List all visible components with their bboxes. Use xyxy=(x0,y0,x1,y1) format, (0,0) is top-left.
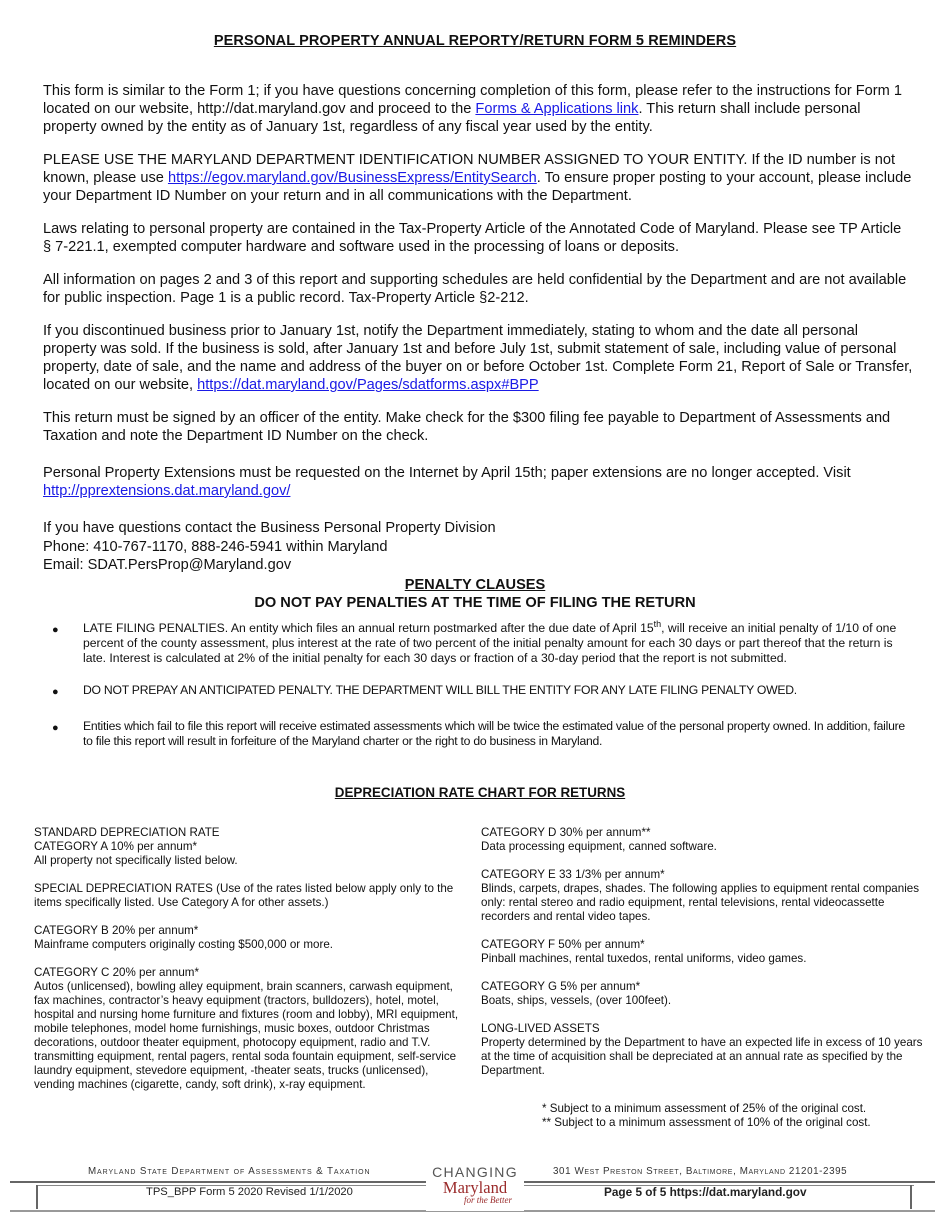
category-a-description: All property not specifically listed below. xyxy=(34,854,238,867)
changing-maryland-logo xyxy=(426,1165,524,1211)
intro-paragraph-form1 xyxy=(43,82,913,136)
depreciation-right-column xyxy=(481,826,926,1092)
note-single-asterisk: * Subject to a minimum assessment of 25% of the original cost. xyxy=(542,1102,867,1115)
category-g-description: Boats, ships, vessels, (over 100feet). xyxy=(481,994,672,1007)
no-prepay-text: DO NOT PREPAY AN ANTICIPATED PENALTY. THE DEPARTMENT WILL BILL THE ENTITY FOR ANY LATE FILING PENALTY OWED. xyxy=(83,683,797,697)
category-f-block xyxy=(481,938,926,966)
category-e-heading: CATEGORY E 33 1/3% per annum* xyxy=(481,868,665,881)
intro-paragraph-discontinued xyxy=(43,322,913,394)
intro-p1-text-a: This form is similar to the Form 1; if you have questions concerning completion of this form, please refer to the instructions for Form 1 located on our website, http://dat.maryland.gov and proceed to the xyxy=(43,83,902,117)
category-a-block xyxy=(34,826,470,868)
contact-block xyxy=(43,519,913,575)
footer-department: Maryland State Department of Assessments & Taxation xyxy=(88,1166,371,1177)
late-filing-text-a: LATE FILING PENALTIES. An entity which files an annual return postmarked after the due date of April 15 xyxy=(83,621,654,635)
long-lived-heading: LONG-LIVED ASSETS xyxy=(481,1022,600,1035)
list-item xyxy=(52,621,912,666)
penalty-heading xyxy=(0,576,950,612)
category-g-block xyxy=(481,980,926,1008)
assessment-notes xyxy=(542,1102,871,1130)
long-lived-block xyxy=(481,1022,926,1078)
intro-p1-text-b: . This return shall include personal property owned by the entity as of January 1st, regardless of any fiscal year used by the entity. xyxy=(43,101,861,135)
intro-p2-text-b: . To ensure proper posting to your account, please include your Department ID Number on your return and in all communications with the Department. xyxy=(43,170,912,204)
sdat-forms-link[interactable]: https://dat.maryland.gov/Pages/sdatforms.aspx#BPP xyxy=(197,377,539,393)
category-f-description: Pinball machines, rental tuxedos, rental uniforms, video games. xyxy=(481,952,807,965)
category-d-block xyxy=(481,826,926,854)
category-b-heading: CATEGORY B 20% per annum* xyxy=(34,924,199,937)
long-lived-description: Property determined by the Department to have an expected life in excess of 10 years at the time of acquisition shall be depreciated at an annual rate as specified by the Department. xyxy=(481,1036,923,1077)
bullet-icon: ● xyxy=(52,624,59,636)
late-filing-text-b: , will receive an initial penalty of 1/10 of one percent of the county assessment, plus interest at the rate of two percent of the initial penalty amount for each 30 days or part thereof that the return is late. Interest is calculated at 2% of the initial penalty for each 30 days or fraction of a 30-day period that the report is not submitted. xyxy=(83,621,897,665)
category-d-heading: CATEGORY D 30% per annum** xyxy=(481,826,651,839)
contact-line-email: Email: SDAT.PersProp@Maryland.gov xyxy=(43,557,292,573)
page-title: PERSONAL PROPERTY ANNUAL REPORTY/RETURN FORM 5 REMINDERS xyxy=(213,33,737,49)
intro-p7-text: Personal Property Extensions must be requested on the Internet by April 15th; paper extensions are no longer accepted. Visit xyxy=(43,465,851,481)
footer-page-info: Page 5 of 5 https://dat.maryland.gov xyxy=(604,1185,807,1199)
category-c-block xyxy=(34,966,470,1092)
footer-address: 301 West Preston Street, Baltimore, Maryland 21201-2395 xyxy=(553,1166,848,1177)
logo-tagline: for the Better xyxy=(464,1195,512,1205)
estimated-assessment-text: Entities which fail to file this report will receive estimated assessments which will be twice the estimated value of the personal property owned. In addition, failure to file this report will result in forfeiture of the Maryland charter or the right to do business in Maryland. xyxy=(83,719,905,748)
intro-p5-text: If you discontinued business prior to January 1st, notify the Department immediately, stating to whom and the date all personal property was sold. If the business is sold, after January 1st and before July 1st, submit statement of sale, including value of personal property, date of sale, and the name and address of the buyer on or before October 1st. Complete Form 21, Report of Sale or Transfer, located on our website, xyxy=(43,323,913,393)
list-item xyxy=(52,719,912,749)
page-footer xyxy=(0,1162,950,1230)
intro-paragraph-extensions xyxy=(43,464,913,500)
footer-divider xyxy=(36,1185,38,1209)
intro-section xyxy=(43,82,913,575)
penalty-clauses-title: PENALTY CLAUSES xyxy=(404,577,546,593)
entity-search-link[interactable]: https://egov.maryland.gov/BusinessExpress/EntitySearch xyxy=(167,170,537,186)
standard-rate-heading: STANDARD DEPRECIATION RATE xyxy=(34,826,220,839)
category-d-description: Data processing equipment, canned software. xyxy=(481,840,717,853)
intro-p2-text-a: PLEASE USE THE MARYLAND DEPARTMENT IDENTIFICATION NUMBER ASSIGNED TO YOUR ENTITY. If the ID number is not known, please use xyxy=(43,152,896,186)
logo-maryland: Maryland xyxy=(442,1178,508,1197)
extensions-link[interactable]: http://pprextensions.dat.maryland.gov/ xyxy=(43,483,291,499)
logo-changing: CHANGING xyxy=(432,1164,518,1180)
penalty-bullet-list xyxy=(52,621,912,763)
depreciation-chart-title: DEPRECIATION RATE CHART FOR RETURNS xyxy=(334,785,626,800)
category-a-heading: CATEGORY A 10% per annum* xyxy=(34,840,198,853)
late-filing-sup: th xyxy=(653,619,662,629)
intro-paragraph-signature: This return must be signed by an officer of the entity. Make check for the $300 filing fee payable to Department of Assessments and Taxation and note the Department ID Number on the check. xyxy=(43,410,891,444)
contact-line-phone: Phone: 410-767-1170, 888-246-5941 within Maryland xyxy=(43,538,388,555)
contact-line-division: If you have questions contact the Business Personal Property Division xyxy=(43,520,496,536)
list-item xyxy=(52,683,912,700)
forms-applications-link[interactable]: Forms & Applications link xyxy=(475,101,639,117)
bullet-icon: ● xyxy=(52,722,59,734)
bullet-icon: ● xyxy=(52,686,59,698)
category-c-heading: CATEGORY C 20% per annum* xyxy=(34,966,199,979)
note-double-asterisk: ** Subject to a minimum assessment of 10% of the original cost. xyxy=(542,1116,871,1129)
penalty-subtitle: DO NOT PAY PENALTIES AT THE TIME OF FILING THE RETURN xyxy=(254,595,696,611)
depreciation-left-column xyxy=(34,826,470,1106)
category-b-description: Mainframe computers originally costing $500,000 or more. xyxy=(34,938,334,951)
category-c-description: Autos (unlicensed), bowling alley equipment, brain scanners, carwash equipment, fax machines, contractor’s heavy equipment (tractors, bulldozers), hotel, motel, hospital and nursing home furniture and fixtures (room and lobby), MRI equipment, mobile telephones, model home furnishings, music boxes, outdoor Christmas decorations, outdoor theater equipment, photocopy equipment, radio and T.V. transmitting equipment, rental pagers, rental soda fountain equipment, self-service laundry equipment, stevedore equipment, -theater seats, trucks (unlicensed), vending machines (cigarette, candy, soft drink), x-ray equipment. xyxy=(34,980,459,1091)
special-rates-text: SPECIAL DEPRECIATION RATES (Use of the rates listed below apply only to the items specifically listed. Use Category A for other assets.) xyxy=(34,882,454,909)
intro-paragraph-confidential: All information on pages 2 and 3 of this report and supporting schedules are held confidential by the Department and are not available for public inspection. Page 1 is a public record. Tax-Property Article §2-212. xyxy=(43,272,907,306)
category-e-description: Blinds, carpets, drapes, shades. The following applies to equipment rental companies only: rental stereo and radio equipment, rental televisions, rental videocassette recorders and rental video tapes. xyxy=(481,882,920,923)
category-b-block xyxy=(34,924,470,952)
category-f-heading: CATEGORY F 50% per annum* xyxy=(481,938,645,951)
intro-paragraph-id-number xyxy=(43,151,913,205)
category-e-block xyxy=(481,868,926,924)
intro-paragraph-laws: Laws relating to personal property are contained in the Tax-Property Article of the Annotated Code of Maryland. Please see TP Article § 7-221.1, exempted computer hardware and software used in the processing of loans or deposits. xyxy=(43,221,902,255)
category-g-heading: CATEGORY G 5% per annum* xyxy=(481,980,641,993)
late-filing-penalty-text xyxy=(83,621,912,666)
footer-divider xyxy=(910,1185,912,1209)
footer-form-id: TPS_BPP Form 5 2020 Revised 1/1/2020 xyxy=(146,1186,353,1198)
